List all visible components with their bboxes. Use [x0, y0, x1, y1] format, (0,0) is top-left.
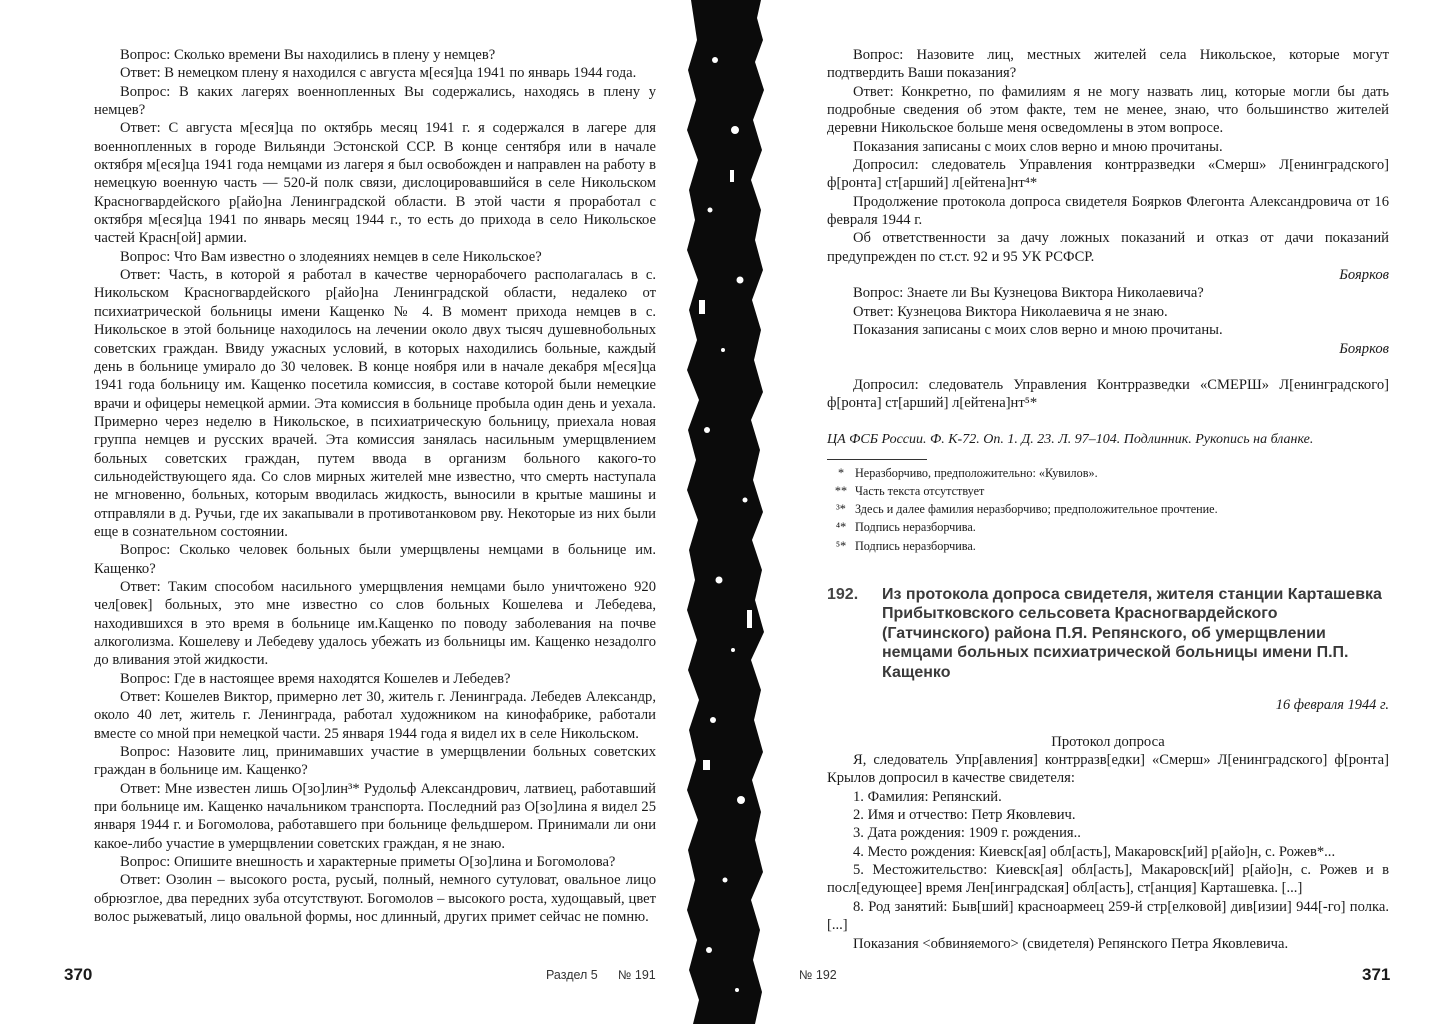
paragraph: Допросил: следователь Управления контрразведки «Смерш» Л[енинградского] ф[ронта] ст[арший] л[ейтена]нт⁴*: [827, 157, 1389, 192]
right-page: [765, 0, 1451, 1024]
document-date: 16 февраля 1944 г.: [1275, 697, 1389, 714]
footnote-text: Неразборчиво, предположительно: «Кувилов».: [855, 465, 1098, 480]
book-spine-scan-edge: [685, 0, 765, 1024]
paragraph: Продолжение протокола допроса свидетеля Боярков Флегонта Александровича от 16 февраля 1944 г.: [827, 193, 1389, 229]
footnote: [827, 518, 1389, 536]
paragraph: Об ответственности за дачу ложных показаний и отказ от дачи показаний предупрежден по ст.ст. 92 и 95 УК РСФСР.: [827, 230, 1389, 265]
paragraph: Ответ: Кузнецова Виктора Николаевича я не знаю.: [853, 303, 1168, 320]
paragraph: Вопрос: Назовите лиц, местных жителей села Никольское, которые могут подтвердить Ваши показания?: [827, 47, 1389, 82]
paragraph: Ответ: Часть, в которой я работал в качестве чернорабочего располагалась в с. Никольском Красногвардейского р[айо]на Ленинградской области, недалеко от психиатрической больницы имени Кащенко № 4. В момент прихода немцев в с. Никольское в этой больнице находилось на лечении около двух тысяч душевнобольных советских граждан. Ввиду ужасных условий, в которых находились больные, каждый день в больнице умирало до 30 человек. В конце ноября или в начале декабря м[еся]ца 1941 года больницу им. Кащенко посетила комиссия, в составе которой были немецкие врачи и офицеры немецкой армии. Эта комиссия в больнице пробыла один день и уехала. Примерно через неделю в Никольское, в психиатрическую больницу, приехала новая группа немцев и русских врачей. Эта комиссия занялась насильным умерщвлением больных советских граждан, путем ввода в организм больного какого-то сильнодействующего яда. Со слов мирных жителей мне известно, что смерть наступала не мгновенно, больных, которым вводилась жидкость, выносили в крытые машины и отправляли в д. Ручьи, где их закапывали в противотанковом рву. Некоторые из них были еще в сознательном состоянии.: [94, 267, 656, 540]
paragraph: Вопрос: Где в настоящее время находятся Кошелев и Лебедев?: [120, 670, 511, 687]
paragraph: 8. Род занятий: Быв[ший] красноармеец 259-й стр[елковой] див[изии] 944[-го] полка. [...]: [827, 898, 1389, 934]
spine-texture: [685, 0, 765, 1024]
footnote-text: Часть текста отсутствует: [855, 484, 985, 499]
signature: Боярков: [1339, 340, 1389, 357]
protocol-heading: Протокол допроса: [1051, 733, 1165, 750]
footnote-mark: ⁴*: [835, 520, 847, 535]
document-number: 192.: [827, 585, 859, 603]
footnote: [827, 464, 1389, 482]
paragraph: Вопрос: Опишите внешность и характерные приметы О[зо]лина и Богомолова?: [120, 854, 616, 871]
document-heading: [827, 585, 1389, 683]
paragraph: Ответ: Кошелев Виктор, примерно лет 30, житель г. Ленинграда. Лебедев Александр, около 40 лет, житель г. Ленинграда, работал художником на кинофабрике, работали вместе со мной при немецкой части. 25 января 1944 года я видел их в селе Никольском.: [94, 689, 656, 742]
left-page-text: [94, 46, 656, 927]
footnote-text: Подпись неразборчива.: [855, 538, 976, 553]
paragraph: Показания записаны с моих слов верно и мною прочитаны.: [853, 138, 1223, 155]
archive-source: ЦА ФСБ России. Ф. К-72. Оп. 1. Д. 23. Л. 97–104. Подлинник. Рукопись на бланке.: [827, 431, 1314, 447]
paragraph: Вопрос: Знаете ли Вы Кузнецова Виктора Николаевича?: [853, 285, 1204, 302]
running-doc-left: № 191: [618, 968, 656, 982]
paragraph: 5. Местожительство: Киевск[ая] обл[асть], Макаровск[ий] р[айо]н, с. Рожев и в посл[едующее] время Лен[инградская] обл[асть], ст[анция] Карташевка. [...]: [827, 862, 1389, 897]
paragraph: Вопрос: Сколько времени Вы находились в плену у немцев?: [120, 47, 496, 63]
paragraph: Вопрос: Сколько человек больных были умерщвлены немцами в больнице им. Кащенко?: [94, 542, 656, 577]
footnote: [827, 482, 1389, 500]
interrogator-line: Допросил: следователь Управления Контрразведки «СМЕРШ» Л[енинградского] ф[ронта] ст[арший] л[ейтена]нт⁵*: [827, 376, 1389, 412]
document-title: Из протокола допроса свидетеля, жителя станции Карташевка Прибытковского сельсовета Красногвардейского (Гатчинского) района П.Я. Репянского, об умерщвлении немцами больных психиатрической больницы имени П.П. Кащенко: [882, 585, 1382, 681]
footnote: [827, 500, 1389, 518]
footnote: [827, 537, 1389, 555]
signature: Боярков: [1339, 267, 1389, 284]
paragraph: Показания записаны с моих слов верно и мною прочитаны.: [853, 322, 1223, 339]
paragraph: Ответ: Таким способом насильного умерщвления немцами было уничтожено 920 чел[овек] больных, это мне известно со слов больных Кошелева и Лебедева, находившихся в это время в больнице им.Кащенко по поводу заболевания на почве алкоголизма. Кошелеву и Лебедеву удалось убежать из больницы им. Кащенко незадолго до вливания этой жидкости.: [94, 578, 656, 669]
running-doc-right: № 192: [799, 968, 837, 982]
page-number-right: 371: [1362, 965, 1391, 984]
paragraph: Показания <обвиняемого> (свидетеля) Репянского Петра Яковлевича.: [853, 935, 1289, 952]
footnote-divider: [827, 459, 927, 460]
paragraph: Ответ: Мне известен лишь О[зо]лин³* Рудольф Александрович, латвиец, работавший при больнице им. Кащенко начальником транспорта. Последний раз О[зо]лина я видел 25 января 1944 г. и Богомолова, работавшего при больнице фельдшером. Принимали ли они какое-либо участие в умерщвлении советских граждан, я не знаю.: [94, 780, 656, 852]
footnote-mark: ³*: [836, 502, 846, 517]
left-page: [0, 0, 685, 1024]
footnote-text: Здесь и далее фамилия неразборчиво; предположительное прочтение.: [855, 502, 1218, 517]
footnote-mark: *: [837, 465, 845, 480]
footnote-mark: ⁵*: [835, 538, 847, 553]
paragraph: 3. Дата рождения: 1909 г. рождения..: [853, 825, 1081, 842]
paragraph: 2. Имя и отчество: Петр Яковлевич.: [853, 807, 1076, 824]
spacer: [827, 358, 1389, 376]
paragraph: 4. Место рождения: Киевск[ая] обл[асть], Макаровск[ий] р[айо]н, с. Рожев*...: [853, 843, 1336, 860]
running-section: Раздел 5: [546, 968, 598, 982]
spacer: [827, 413, 1389, 431]
page-number-left: 370: [64, 965, 93, 984]
paragraph: Ответ: Озолин – высокого роста, русый, полный, немного сутуловат, овальное лицо обрюзглое, два передних зуба отсутствуют. Богомолов – высокого роста, худощавый, цвет волос рыжеватый, лицо овальной формы, нос длинный, других примет сейчас не помню.: [94, 872, 656, 926]
paragraph: Вопрос: В каких лагерях военнопленных Вы содержались, находясь в плену у немцев?: [94, 83, 656, 119]
footnote-text: Подпись неразборчива.: [855, 520, 976, 535]
footnote-mark: **: [834, 484, 848, 499]
paragraph: Ответ: В немецком плену я находился с августа м[еся]ца 1941 по январь 1944 года.: [120, 65, 637, 82]
paragraph: Вопрос: Назовите лиц, принимавших участие в умерщвлении больных советских граждан в больнице им. Кащенко?: [94, 744, 656, 779]
paragraph: 1. Фамилия: Репянский.: [853, 788, 1002, 805]
paragraph: Вопрос: Что Вам известно о злодеяниях немцев в селе Никольское?: [120, 248, 542, 265]
paragraph: Ответ: Конкретно, по фамилиям я не могу назвать лиц, которые могли бы дать подробные сведения об этом факте, тем не менее, знаю, что большинство жителей деревни Никольское больше меня осведомлены в этом вопросе.: [827, 83, 1389, 137]
paragraph: Ответ: С августа м[еся]ца по октябрь месяц 1941 г. я содержался в лагере для военнопленных в городе Вильянди Эстонской ССР. В конце сентября или в начале октября м[еся]ца 1941 года немцами из лагеря я был освобожден и направлен на работу в немецкую военную часть — 520-й полк связи, дислоцировавшийся в селе Никольском Красногвардейского р[айо]на Ленинградской области. В этой части я проработал с октября м[еся]ца 1941 по январь месяц 1944 г., то есть до прихода в село Никольское частей Красн[ой] армии.: [94, 120, 656, 247]
right-page-text: [827, 46, 1389, 953]
paragraph: Я, следователь Упр[авления] контрразв[едки] «Смерш» Л[енинградского] ф[ронта] Крылов допросил в качестве свидетеля:: [827, 752, 1389, 787]
